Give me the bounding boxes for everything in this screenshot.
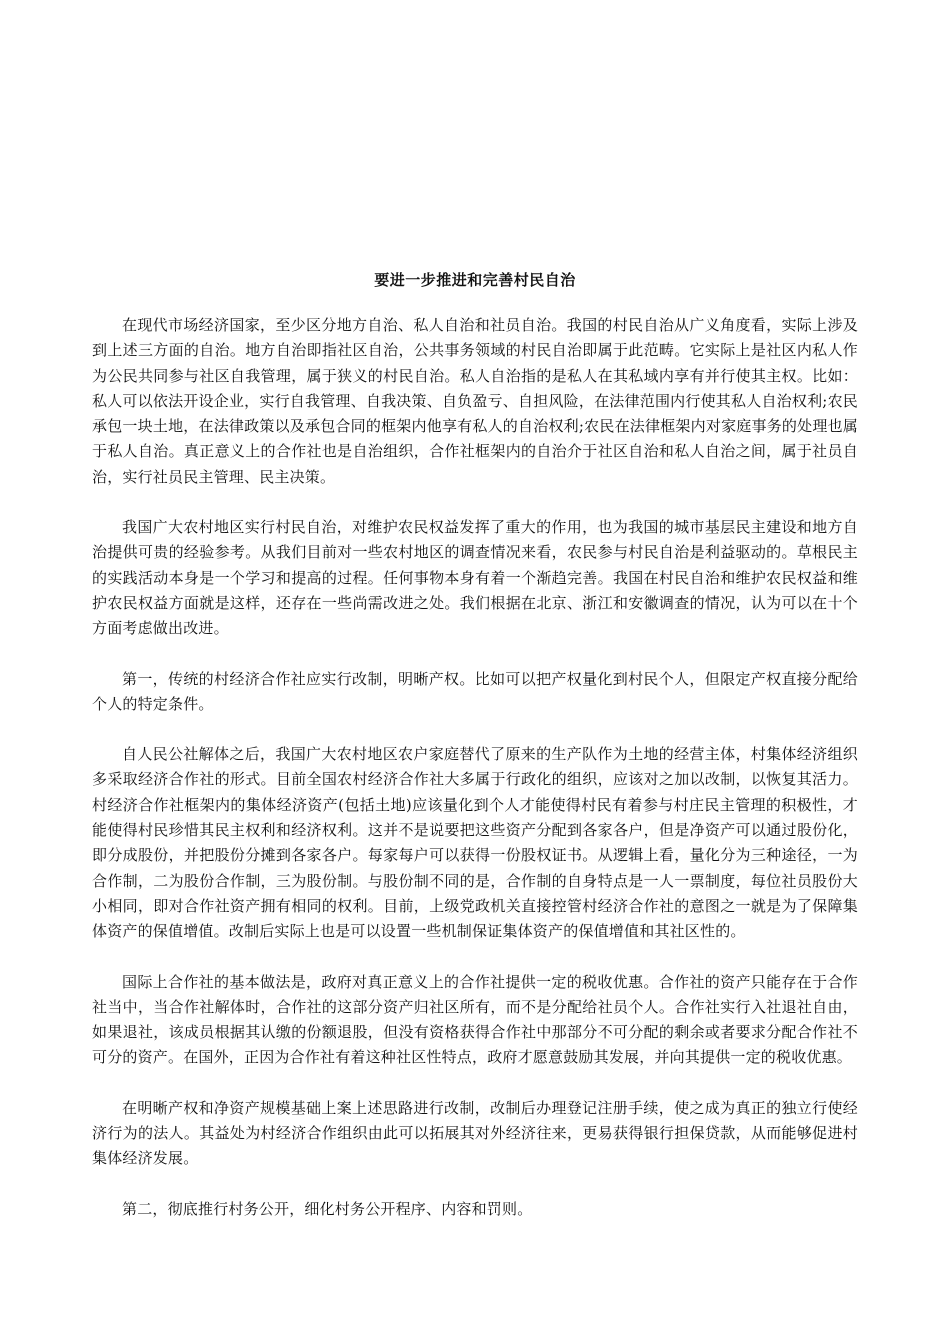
paragraph: 第一，传统的村经济合作社应实行改制，明晰产权。比如可以把产权量化到村民个人，但限定产权直接分配给个人的特定条件。 <box>92 669 858 713</box>
paragraph: 在现代市场经济国家，至少区分地方自治、私人自治和社员自治。我国的村民自治从广义角度看，实际上涉及到上述三方面的自治。地方自治即指社区自治，公共事务领域的村民自治即属于此范畴。它实际上是社区内私人作为公民共同参与社区自我管理，属于狭义的村民自治。私人自治指的是私人在其私域内享有并行使其主权。比如：私人可以依法开设企业，实行自我管理、自我决策、自负盈亏、自担风险，在法律范围内行使其私人自治权利;农民承包一块土地，在法律政策以及承包合同的框架内他享有私人的自治权利;农民在法律框架内对家庭事务的处理也属于私人自治。真正意义上的合作社也是自治组织，合作社框架内的自治介于社区自治和私人自治之间，属于社员自治，实行社员民主管理、民主决策。 <box>92 316 858 486</box>
document-body <box>92 313 858 1247</box>
paragraph: 我国广大农村地区实行村民自治，对维护农民权益发挥了重大的作用，也为我国的城市基层民主建设和地方自治提供可贵的经验参考。从我们目前对一些农村地区的调查情况来看，农民参与村民自治是利益驱动的。草根民主的实践活动本身是一个学习和提高的过程。任何事物本身有着一个渐趋完善。我国在村民自治和维护农民权益和维护农民权益方面就是这样，还存在一些尚需改进之处。我们根据在北京、浙江和安徽调查的情况，认为可以在十个方面考虑做出改进。 <box>92 518 858 638</box>
paragraph: 国际上合作社的基本做法是，政府对真正意义上的合作社提供一定的税收优惠。合作社的资产只能存在于合作社当中，当合作社解体时，合作社的这部分资产归社区所有，而不是分配给社员个人。合作社实行入社退社自由，如果退社，该成员根据其认缴的份额退股，但没有资格获得合作社中那部分不可分配的剩余或者要求分配合作社不可分的资产。在国外，正因为合作社有着这种社区性特点，政府才愿意鼓励其发展，并向其提供一定的税收优惠。 <box>92 972 858 1067</box>
paragraph: 自人民公社解体之后，我国广大农村地区农户家庭替代了原来的生产队作为土地的经营主体，村集体经济组织多采取经济合作社的形式。目前全国农村经济合作社大多属于行政化的组织，应该对之加以改制，以恢复其活力。村经济合作社框架内的集体经济资产(包括土地)应该量化到个人才能使得村民有着参与村庄民主管理的积极性，才能使得村民珍惜其民主权利和经济权利。这并不是说要把这些资产分配到各家各户，但是净资产可以通过股份化，即分成股份，并把股份分摊到各家各户。每家每户可以获得一份股权证书。从逻辑上看，量化分为三种途径，一为合作制，二为股份合作制，三为股份制。与股份制不同的是，合作制的自身特点是一人一票制度，每位社员股份大小相同，即对合作社资产拥有相同的权利。目前，上级党政机关直接控管村经济合作社的意图之一就是为了保障集体资产的保值增值。改制后实际上也是可以设置一些机制保证集体资产的保值增值和其社区性的。 <box>92 745 858 941</box>
paragraph: 第二，彻底推行村务公开，细化村务公开程序、内容和罚则。 <box>122 1199 533 1218</box>
paragraph: 在明晰产权和净资产规模基础上案上述思路进行改制，改制后办理登记注册手续，使之成为真正的独立行使经济行为的法人。其益处为村经济合作组织由此可以拓展其对外经济往来，更易获得银行担保贷款，从而能够促进村集体经济发展。 <box>92 1098 858 1168</box>
document-title: 要进一步推进和完善村民自治 <box>374 271 576 289</box>
